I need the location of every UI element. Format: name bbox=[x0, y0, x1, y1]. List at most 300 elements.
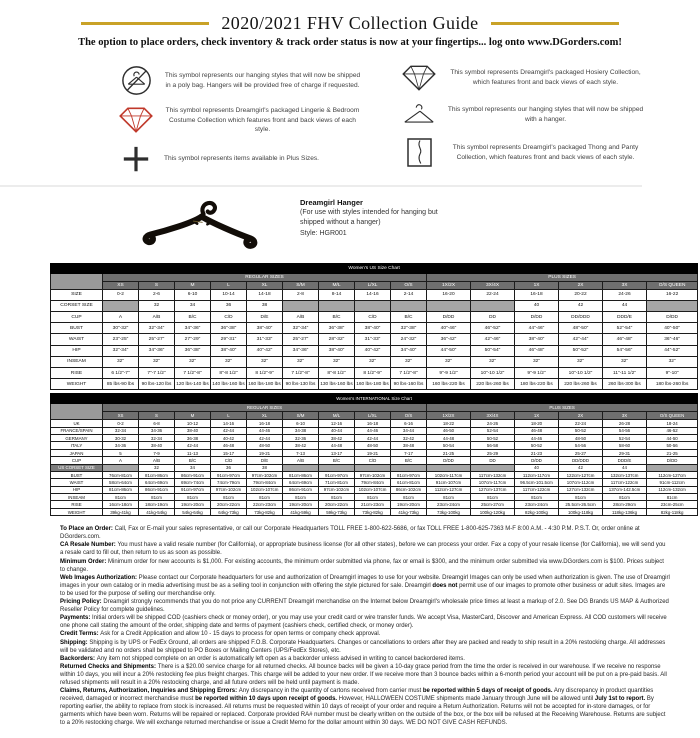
size-cell: D/DD bbox=[515, 312, 559, 323]
size-cell: 130 lbs-160 lbs bbox=[319, 379, 355, 390]
size-cell bbox=[103, 300, 139, 311]
size-cell: 32" bbox=[559, 356, 603, 367]
size-cell: 81cm bbox=[211, 494, 247, 501]
row-label: HIP bbox=[51, 345, 103, 356]
size-cell: 38"-40" bbox=[319, 345, 355, 356]
size-cell: 81cm bbox=[647, 494, 698, 501]
size-cell: 40-42 bbox=[211, 435, 247, 442]
size-group-header: PLUS SIZES bbox=[427, 404, 698, 412]
size-cell: B/C bbox=[175, 312, 211, 323]
size-cell bbox=[355, 464, 391, 471]
size-cell: 73kg-82kg bbox=[247, 508, 283, 515]
size-cell: 15-17 bbox=[211, 449, 247, 456]
section-divider bbox=[0, 185, 642, 187]
size-cell: 11"-11 1/2" bbox=[603, 367, 647, 378]
size-chart-row bbox=[51, 442, 698, 449]
size-cell: 19cm-20cm bbox=[175, 501, 211, 508]
size-cell: 56-58 bbox=[471, 442, 515, 449]
size-cell: 52"-54" bbox=[603, 323, 647, 334]
row-label: JAPAN bbox=[51, 449, 103, 456]
size-cell: 28"-32" bbox=[319, 334, 355, 345]
size-cell: 40"-46" bbox=[427, 323, 471, 334]
size-cell: 64cm-69cm bbox=[283, 479, 319, 486]
size-cell: 8"-8 1/2" bbox=[211, 367, 247, 378]
size-chart-row bbox=[51, 334, 698, 345]
size-cell: 32" bbox=[471, 356, 515, 367]
size-cell: A bbox=[103, 457, 139, 464]
row-label: WAIST bbox=[51, 479, 103, 486]
size-group-header: REGULAR SIZES bbox=[103, 404, 427, 412]
dreamgirl-hanger-section bbox=[126, 191, 700, 257]
size-cell: 81cm bbox=[175, 494, 211, 501]
size-cell: 32-34 bbox=[103, 427, 139, 434]
size-cell: 54"-56" bbox=[603, 345, 647, 356]
legend-item-text: This symbol represents our hanging styles that will now be shipped with a hanger. bbox=[447, 105, 644, 123]
size-cell: 29"-31" bbox=[211, 334, 247, 345]
size-cell: D/DD bbox=[427, 312, 471, 323]
size-cell: 24-26 bbox=[603, 289, 647, 300]
size-chart-row bbox=[51, 427, 698, 434]
size-cell: 97cm-102cm bbox=[355, 471, 391, 478]
size-cell: 46-52 bbox=[647, 427, 698, 434]
row-label: CUP bbox=[51, 457, 103, 464]
size-cell: 12-16 bbox=[319, 420, 355, 427]
size-cell: 120 lbs-140 lbs bbox=[175, 379, 211, 390]
size-cell: 58-60 bbox=[603, 442, 647, 449]
size-cell: 34-44 bbox=[391, 427, 427, 434]
size-cell: DD/DDD bbox=[559, 457, 603, 464]
terms-paragraph: Backorders: Any item not shipped complete on an order is automatically left open as a backorder unless advised in writing to cancel backordered items. bbox=[60, 655, 465, 662]
size-cell: 44-46 bbox=[515, 435, 559, 442]
size-cell: 50"-52" bbox=[559, 345, 603, 356]
size-cell: DDD/E bbox=[603, 312, 647, 323]
size-cell: 81cm-86cm bbox=[283, 471, 319, 478]
size-cell: 44 bbox=[603, 300, 647, 311]
size-column-header: M/L bbox=[319, 412, 355, 420]
size-chart-row bbox=[51, 501, 698, 508]
size-cell bbox=[647, 464, 698, 471]
size-cell: 46-48 bbox=[211, 442, 247, 449]
size-chart-row bbox=[51, 356, 698, 367]
row-label: RISE bbox=[51, 367, 103, 378]
size-cell: 100kg-120kg bbox=[471, 508, 515, 515]
size-cell: 32"-38" bbox=[391, 323, 427, 334]
size-cell: 81cm-86cm bbox=[103, 486, 139, 493]
size-cell: D/DD bbox=[647, 457, 698, 464]
size-cell: 16cm-18cm bbox=[103, 501, 139, 508]
size-column-header: O/S bbox=[391, 281, 427, 289]
size-cell: 16-20 bbox=[427, 289, 471, 300]
black-diamond-icon bbox=[401, 64, 437, 92]
size-cell: 44"-50" bbox=[427, 345, 471, 356]
size-cell: 102cm-107cm bbox=[247, 486, 283, 493]
size-column-header: XL bbox=[247, 281, 283, 289]
size-cell: 160 lbs-220 lbs bbox=[427, 379, 471, 390]
size-cell: 25cm-27cm bbox=[471, 501, 515, 508]
size-cell: 91cm-97cm bbox=[175, 486, 211, 493]
size-cell: 38-42 bbox=[283, 442, 319, 449]
size-cell: 13-17 bbox=[319, 449, 355, 456]
size-cell bbox=[103, 464, 139, 471]
size-cell: 79cm-84cm bbox=[247, 479, 283, 486]
size-cell: 91cm-97cm bbox=[211, 471, 247, 478]
us-size-chart bbox=[50, 263, 697, 391]
size-cell: D/E bbox=[247, 312, 283, 323]
size-cell: 54-56 bbox=[559, 442, 603, 449]
size-column-header: L/XL bbox=[355, 281, 391, 289]
size-cell: 112cm-117cm bbox=[515, 471, 559, 478]
size-cell: 30-32 bbox=[103, 435, 139, 442]
size-cell: 19-21 bbox=[247, 449, 283, 456]
size-cell: 32" bbox=[355, 356, 391, 367]
size-cell: 54kg-64kg bbox=[175, 508, 211, 515]
size-cell: 31"-33" bbox=[355, 334, 391, 345]
size-cell: 7-9 bbox=[139, 449, 175, 456]
size-cell: 82kg-100kg bbox=[515, 508, 559, 515]
size-cell: 14-18 bbox=[247, 289, 283, 300]
size-cell: 8-14 bbox=[319, 289, 355, 300]
size-cell: 97cm-102cm bbox=[211, 486, 247, 493]
size-cell: 21-25 bbox=[647, 449, 698, 456]
red-diamond-icon bbox=[118, 106, 154, 134]
size-cell: 7 1/2"-8" bbox=[391, 367, 427, 378]
size-cell: C/D bbox=[211, 312, 247, 323]
size-cell: 132cm-137cm bbox=[603, 471, 647, 478]
row-label: CUP bbox=[51, 312, 103, 323]
size-cell: 73kg-100kg bbox=[427, 508, 471, 515]
size-cell: 61cm-81cm bbox=[391, 479, 427, 486]
legend-item-text: This symbol represents our hanging styles that will now be shipped in a poly bag. Hangers will be provided free of charge if requested. bbox=[164, 71, 361, 89]
size-cell: 38-42 bbox=[319, 435, 355, 442]
size-cell: 32" bbox=[139, 356, 175, 367]
size-cell: 20-22 bbox=[559, 289, 603, 300]
size-cell bbox=[391, 464, 427, 471]
size-cell: 97cm-102cm bbox=[247, 471, 283, 478]
terms-paragraph: Claims, Returns, Authorization, Inquiries and Shipping Errors: Any discrepancy in the quantity of cartons received from carrier must be reported within 5 days of receipt of goods. Any discrepancy in product quantities received, damaged or incorrect merchandise must be reported within 10 days upon receipt of goods. However, HALLOWEEN COSTUME shipments made January through June will be allowed until July 1st to report. By reporting earlier, the ability to replace from stock is increased. All returns must be requested within 10 days of receipt of your order and require a Return Authorization. Returns will not be accepted for in-store damages, or for garments which have been worn. Returns will be repaired or replaced. Corporate provided RA# number must be clearly written on the outside of the box, or the box will be refused at the Receiving Warehouse. Returns are subject to a 20% restocking charge. We will exchange returned merchandise or issue a Credit Memo for the dollar amount within 30 days. WE DO NOT GIVE CASH REFUNDS. bbox=[60, 688, 666, 727]
size-column-header: S bbox=[139, 281, 175, 289]
size-cell: 6-16 bbox=[391, 420, 427, 427]
size-cell: 6-10 bbox=[175, 289, 211, 300]
terms-paragraph: Returned Checks and Shipments: There is a $20.00 service charge for all returned checks. All bounce backs will be given a 10-day grace period from the time the order is received in our warehouse. If we receive no response within 10 days, you will incur a 20% restocking fee plus freight charges. This charge will be added to your new order. If we receive more than 3 bounce backs within a 6-month period your account will be put on a pre-paid basis. All refused shipments will result in a 20% restocking charge, and all future orders will be held until payment is made. bbox=[60, 663, 667, 686]
legend-item-text: This symbol represents Dreamgirl's packaged Hosiery Collection, which features front and back views of each style. bbox=[450, 69, 641, 86]
size-cell: 260 lbs-300 lbs bbox=[603, 379, 647, 390]
size-cell: B/C bbox=[175, 457, 211, 464]
size-cell bbox=[471, 464, 515, 471]
size-cell: 26-28 bbox=[603, 420, 647, 427]
size-column-header: S/M bbox=[283, 412, 319, 420]
size-cell: 21-23 bbox=[515, 449, 559, 456]
size-cell: 38 bbox=[247, 300, 283, 311]
size-cell: 42-44 bbox=[355, 435, 391, 442]
size-cell: D/DD bbox=[647, 312, 698, 323]
size-cell: 69cm-74cm bbox=[175, 479, 211, 486]
size-cell: 81cm bbox=[427, 494, 471, 501]
size-cell: 2-6 bbox=[139, 289, 175, 300]
size-cell: 42"-46" bbox=[471, 334, 515, 345]
terms-section bbox=[60, 525, 670, 727]
size-cell: 64kg-73kg bbox=[211, 508, 247, 515]
size-cell: 102cm-117cm bbox=[427, 471, 471, 478]
size-cell: 32" bbox=[283, 356, 319, 367]
size-cell: 97cm-102cm bbox=[319, 486, 355, 493]
size-cell: DD bbox=[471, 457, 515, 464]
size-cell: 36"-46" bbox=[647, 334, 698, 345]
size-cell: 42-44 bbox=[211, 427, 247, 434]
size-cell: 7"-7 1/2" bbox=[139, 367, 175, 378]
size-cell bbox=[647, 300, 698, 311]
legend-item-text: This symbol represents Dreamgirl's packaged Thong and Panty Collection, which features front and back views of each style. bbox=[452, 143, 639, 161]
size-cell: B/C bbox=[319, 312, 355, 323]
size-cell: C/D bbox=[355, 312, 391, 323]
row-label: US CORSET SIZE bbox=[51, 464, 103, 471]
size-cell: 32" bbox=[175, 356, 211, 367]
size-charts bbox=[50, 263, 697, 517]
row-label: CORSET SIZE bbox=[51, 300, 103, 311]
size-cell: 32" bbox=[515, 356, 559, 367]
size-column-header: 1X/2X bbox=[427, 281, 471, 289]
size-cell: 32"-34" bbox=[103, 345, 139, 356]
size-cell: 32 bbox=[139, 300, 175, 311]
row-label: GERMANY bbox=[51, 435, 103, 442]
size-cell: 81cm bbox=[559, 494, 603, 501]
size-cell: 25"-27" bbox=[283, 334, 319, 345]
legend-item-hanger-shipping bbox=[401, 101, 658, 128]
legend-item-text: This symbol represents Dreamgirl's packaged Lingerie & Bedroom Costume Collection which features front and back views of each style. bbox=[165, 107, 360, 134]
size-cell: 5 bbox=[103, 449, 139, 456]
size-cell: C/D bbox=[211, 457, 247, 464]
size-cell: 91cm-97cm bbox=[319, 471, 355, 478]
row-label: UK bbox=[51, 420, 103, 427]
size-cell: 34-36 bbox=[139, 427, 175, 434]
size-column-header: S/M bbox=[283, 281, 319, 289]
row-label: HIP bbox=[51, 486, 103, 493]
size-cell: 107cm-117cm bbox=[471, 479, 515, 486]
size-cell: 34-38 bbox=[283, 427, 319, 434]
size-cell: 50-52 bbox=[471, 435, 515, 442]
size-column-header: 3X/4X bbox=[471, 281, 515, 289]
size-cell: 41kg-54kg bbox=[139, 508, 175, 515]
size-cell: A/B bbox=[139, 457, 175, 464]
symbol-legend-right-column bbox=[401, 64, 658, 183]
size-chart-row bbox=[51, 449, 698, 456]
size-cell: 8 1/2"-9" bbox=[247, 367, 283, 378]
size-cell: 58cm-64cm bbox=[103, 479, 139, 486]
size-chart-row bbox=[51, 494, 698, 501]
size-cell: 24-26 bbox=[471, 420, 515, 427]
size-cell: 36"-42" bbox=[427, 334, 471, 345]
size-column-header: 3X bbox=[603, 412, 647, 420]
size-cell: 22-24 bbox=[559, 420, 603, 427]
plus-icon bbox=[118, 144, 154, 174]
size-cell: 79cm-84cm bbox=[355, 479, 391, 486]
size-column-header: 1X bbox=[515, 412, 559, 420]
row-label: WEIGHT bbox=[51, 508, 103, 515]
size-cell: 34"-36" bbox=[283, 345, 319, 356]
size-cell: 50-56 bbox=[647, 442, 698, 449]
row-label: RISE bbox=[51, 501, 103, 508]
size-cell: 38"-40" bbox=[355, 323, 391, 334]
size-cell: 46-50 bbox=[427, 427, 471, 434]
row-label: BUST bbox=[51, 323, 103, 334]
size-cell: 18-22 bbox=[427, 420, 471, 427]
size-cell: 34 bbox=[175, 464, 211, 471]
size-cell: 7 1/2"-8" bbox=[283, 367, 319, 378]
international-size-chart bbox=[50, 393, 697, 516]
size-column-header: XL bbox=[247, 412, 283, 420]
size-cell: 81cm bbox=[391, 494, 427, 501]
size-cell: 38 bbox=[247, 464, 283, 471]
size-cell: 36 bbox=[211, 300, 247, 311]
size-cell: 91cm-112cm bbox=[647, 479, 698, 486]
terms-paragraph: To Place an Order: Call, Fax or E-mail your sales representative, or call our Corporate Headquarters TOLL FREE 1-800-622-5686, or fax TOLL FREE 1-800-625-7363 M-F 8:00 A.M. - 4:30 P.M. P.S.T. Or, order online at DGorders.com. bbox=[60, 526, 640, 541]
chart-title-bar: Women's INTERNATIONAL Size Chart bbox=[51, 394, 698, 404]
size-cell: 2-14 bbox=[391, 289, 427, 300]
size-cell: 32" bbox=[211, 356, 247, 367]
size-cell: 8 1/2"-9" bbox=[355, 367, 391, 378]
size-cell: 40-44 bbox=[319, 427, 355, 434]
size-cell: 81cm bbox=[139, 494, 175, 501]
terms-paragraph: Pricing Policy: Dreamgirl strongly recommends that you do not price any CURRENT Dreamgirl merchandise on the Internet below Dreamgirl's wholesale price times at least a markup of 2.0. See DG Brands US MAP & Authorized Reseller Policy for complete guidelines. bbox=[60, 599, 669, 614]
size-cell: 127cm-132cm bbox=[559, 486, 603, 493]
row-label: BUST bbox=[51, 471, 103, 478]
size-cell: 46"-52" bbox=[471, 323, 515, 334]
size-cell: 28cm-29cm bbox=[603, 501, 647, 508]
size-cell: D/DD bbox=[427, 457, 471, 464]
size-cell: 117cm-122cm bbox=[603, 479, 647, 486]
size-column-header: M bbox=[175, 281, 211, 289]
size-cell: 18-20 bbox=[515, 420, 559, 427]
size-cell: D/E bbox=[247, 457, 283, 464]
size-cell: 90 lbs-120 lbs bbox=[139, 379, 175, 390]
size-cell: 44 bbox=[603, 464, 647, 471]
row-label: WAIST bbox=[51, 334, 103, 345]
size-cell: 16-18 bbox=[355, 420, 391, 427]
size-column-header: O/S bbox=[391, 412, 427, 420]
size-column-header: 1X bbox=[515, 281, 559, 289]
size-cell: 10-14 bbox=[211, 289, 247, 300]
size-column-header: O/S QUEEN bbox=[647, 412, 698, 420]
size-cell: 59kg-73kg bbox=[319, 508, 355, 515]
row-label: INSEAM bbox=[51, 494, 103, 501]
size-cell: 44-48 bbox=[427, 435, 471, 442]
size-cell bbox=[319, 300, 355, 311]
size-cell: 44-50 bbox=[647, 435, 698, 442]
size-cell: 42 bbox=[559, 300, 603, 311]
size-cell: 71cm-81cm bbox=[319, 479, 355, 486]
size-cell: 22cm-23cm bbox=[247, 501, 283, 508]
legend-item-plus-sizes bbox=[118, 144, 375, 174]
size-column-header: L bbox=[211, 412, 247, 420]
size-cell: 81cm bbox=[603, 494, 647, 501]
size-column-header: XS bbox=[103, 281, 139, 289]
symbol-legend-left-column bbox=[118, 64, 375, 183]
size-cell: 160 lbs-180 lbs bbox=[247, 379, 283, 390]
size-cell: 38-48 bbox=[391, 442, 427, 449]
size-cell: 220 lbs-260 lbs bbox=[471, 379, 515, 390]
size-cell bbox=[355, 300, 391, 311]
size-cell: 82kg-118kg bbox=[647, 508, 698, 515]
size-cell bbox=[427, 464, 471, 471]
size-cell: 41kg-59kg bbox=[283, 508, 319, 515]
size-chart-table bbox=[50, 263, 698, 391]
size-cell: 42"-44" bbox=[559, 334, 603, 345]
size-cell: 0-2 bbox=[103, 289, 139, 300]
size-cell: 32" bbox=[603, 356, 647, 367]
size-cell: 34"-36" bbox=[139, 345, 175, 356]
size-cell: B/C bbox=[391, 312, 427, 323]
size-cell: A/B bbox=[283, 457, 319, 464]
size-cell: 32"-34" bbox=[283, 323, 319, 334]
size-cell: 86cm-91cm bbox=[139, 486, 175, 493]
size-chart-row bbox=[51, 345, 698, 356]
size-cell: 46-48 bbox=[515, 427, 559, 434]
size-cell: 117cm-132cm bbox=[471, 471, 515, 478]
size-cell: 22-24 bbox=[471, 289, 515, 300]
chart-corner-cell bbox=[51, 404, 103, 420]
size-cell: B/C bbox=[319, 457, 355, 464]
size-cell: 46"-48" bbox=[603, 334, 647, 345]
size-cell: 81cm bbox=[103, 494, 139, 501]
size-column-header: O/S QUEEN bbox=[647, 281, 698, 289]
size-cell: DD/DDD bbox=[559, 312, 603, 323]
size-column-header: L/XL bbox=[355, 412, 391, 420]
size-cell: 81cm-86cm bbox=[139, 471, 175, 478]
size-cell: 44-46 bbox=[247, 427, 283, 434]
size-cell: 34"-40" bbox=[391, 345, 427, 356]
size-chart-row bbox=[51, 367, 698, 378]
size-cell: 18-24 bbox=[647, 420, 698, 427]
size-cell: 102cm-107cm bbox=[355, 486, 391, 493]
size-cell: 86cm-91cm bbox=[175, 471, 211, 478]
size-cell bbox=[283, 300, 319, 311]
size-cell: 23"-25" bbox=[103, 334, 139, 345]
size-cell: C/D bbox=[355, 457, 391, 464]
size-cell: 6 1/2"-7" bbox=[103, 367, 139, 378]
size-column-header: M/L bbox=[319, 281, 355, 289]
size-cell: 0-2 bbox=[103, 420, 139, 427]
size-cell: 48"-50" bbox=[559, 323, 603, 334]
legend-item-hosiery-collection bbox=[401, 64, 658, 92]
size-cell: 25-27 bbox=[559, 449, 603, 456]
size-cell: 52-54 bbox=[471, 427, 515, 434]
size-cell: 19cm-20cm bbox=[391, 501, 427, 508]
size-cell: A/B bbox=[283, 312, 319, 323]
size-chart-row bbox=[51, 471, 698, 478]
size-cell: 180 lbs-260 lbs bbox=[647, 379, 698, 390]
size-cell: 96.5cm-101.5cm bbox=[515, 479, 559, 486]
size-cell: 44-48 bbox=[319, 442, 355, 449]
page-header bbox=[0, 0, 700, 48]
size-cell bbox=[283, 464, 319, 471]
hanger-note: (For use with styles intended for hanging but shipped without a hanger) bbox=[300, 208, 438, 227]
size-cell: 16-18 bbox=[247, 420, 283, 427]
size-cell: 81cm bbox=[283, 494, 319, 501]
size-cell: 21-25 bbox=[427, 449, 471, 456]
size-cell: 9"-9 1/2" bbox=[515, 367, 559, 378]
terms-paragraph: Payments: Initial orders will be shipped COD (cashiers check or money order), or you may use your credit card or wire transfer funds. We accept Visa, MasterCard, Discover and American Express. All COD customers will receive one phone call stating the amount of the order, shipping date and terms of payment (cashiers check, certified check, or money order). bbox=[60, 615, 667, 630]
size-cell: 29-31 bbox=[603, 449, 647, 456]
size-cell: 117cm-122cm bbox=[515, 486, 559, 493]
size-cell: 81cm bbox=[355, 494, 391, 501]
size-cell: 19cm-20cm bbox=[283, 501, 319, 508]
size-cell: 86cm-91cm bbox=[283, 486, 319, 493]
size-cell: 73kg-82kg bbox=[355, 508, 391, 515]
size-cell: 32" bbox=[391, 356, 427, 367]
hanger-product-image bbox=[126, 191, 276, 255]
size-cell: 36-38 bbox=[175, 435, 211, 442]
size-cell: 38-40 bbox=[139, 442, 175, 449]
size-cell: DDD/E bbox=[603, 457, 647, 464]
